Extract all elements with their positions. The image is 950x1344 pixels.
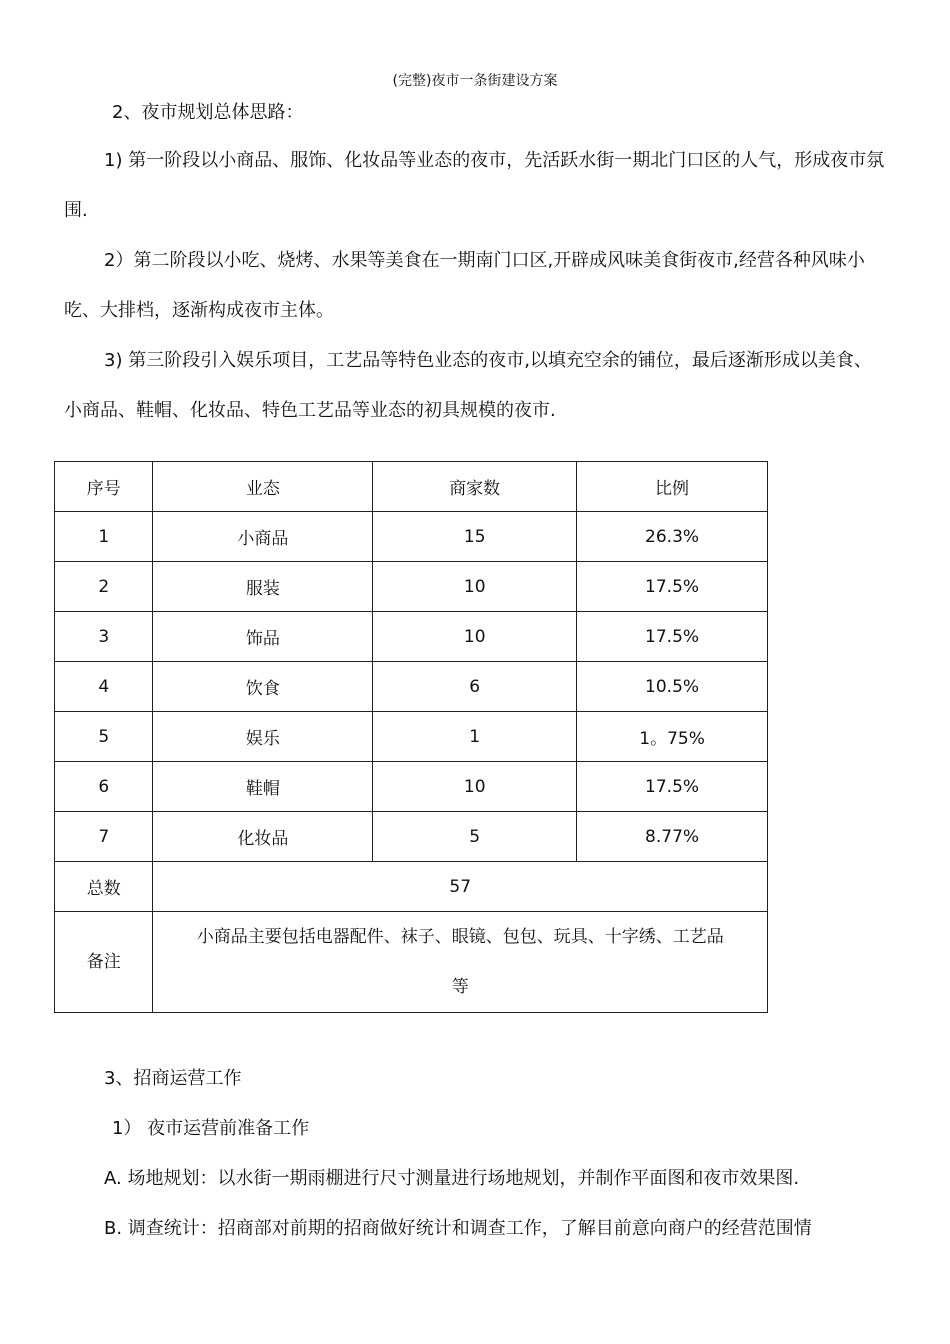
paragraph-phase-1: 1) 第一阶段以小商品、服饰、化妆品等业态的夜市，先活跃水街一期北门口区的人气，形成夜市氛围.: [64, 150, 885, 221]
table-cell: 娱乐: [153, 712, 373, 762]
table-cell: 15: [373, 512, 577, 562]
table-row: [55, 712, 768, 762]
header-cell: 业态: [153, 462, 373, 512]
table-row: [55, 562, 768, 612]
item-a-site-planning: A. 场地规划：以水街一期雨棚进行尺寸测量进行场地规划，并制作平面图和夜市效果图.: [104, 1168, 800, 1189]
table-row: [55, 812, 768, 862]
table-row: [55, 512, 768, 562]
header-cell: 序号: [55, 462, 153, 512]
business-mix-table: [54, 461, 768, 1013]
remark-cell: [153, 912, 768, 1013]
table-cell: 10.5%: [577, 662, 768, 712]
table-cell: 17.5%: [577, 612, 768, 662]
table-row: [55, 662, 768, 712]
section-3-subheading: 1） 夜市运营前准备工作: [112, 1118, 310, 1139]
remark-value: 小商品主要包括电器配件、袜子、眼镜、包包、玩具、十字绣、工艺品等: [196, 927, 724, 997]
page-header: (完整)夜市一条街建设方案: [392, 73, 558, 89]
item-b-survey: B. 调查统计：招商部对前期的招商做好统计和调查工作，了解目前意向商户的经营范围情: [104, 1218, 812, 1239]
header-cell: 比例: [577, 462, 768, 512]
table-remark-row: [55, 912, 768, 1013]
table-cell: 5: [55, 712, 153, 762]
total-label: 总数: [55, 862, 153, 912]
table-cell: 5: [373, 812, 577, 862]
table-cell: 17.5%: [577, 762, 768, 812]
table-cell: 10: [373, 562, 577, 612]
remark-label: 备注: [55, 912, 153, 1013]
table-cell: 1。75%: [577, 712, 768, 762]
table-cell: 鞋帽: [153, 762, 373, 812]
header-cell: 商家数: [373, 462, 577, 512]
table-cell: 2: [55, 562, 153, 612]
table-cell: 1: [373, 712, 577, 762]
table-total-row: [55, 862, 768, 912]
table-cell: 化妆品: [153, 812, 373, 862]
table-cell: 10: [373, 612, 577, 662]
table-cell: 8.77%: [577, 812, 768, 862]
table-row: [55, 612, 768, 662]
table-cell: 1: [55, 512, 153, 562]
section-3-heading: 3、招商运营工作: [104, 1068, 242, 1089]
table-cell: 饰品: [153, 612, 373, 662]
table-cell: 10: [373, 762, 577, 812]
table-cell: 4: [55, 662, 153, 712]
total-value: 57: [153, 862, 768, 912]
table-cell: 饮食: [153, 662, 373, 712]
table-header-row: [55, 462, 768, 512]
paragraph-phase-2: 2）第二阶段以小吃、烧烤、水果等美食在一期南门口区,开辟成风味美食街夜市,经营各种风味小吃、大排档，逐渐构成夜市主体。: [64, 250, 865, 321]
paragraph-phase-3: 3) 第三阶段引入娱乐项目，工艺品等特色业态的夜市,以填充空余的铺位，最后逐渐形成以美食、小商品、鞋帽、化妆品、特色工艺品等业态的初具规模的夜市.: [64, 350, 872, 421]
section-2-heading: 2、夜市规划总体思路：: [112, 102, 304, 123]
table-cell: 服装: [153, 562, 373, 612]
table-cell: 6: [373, 662, 577, 712]
table-cell: 7: [55, 812, 153, 862]
table-cell: 3: [55, 612, 153, 662]
table-cell: 小商品: [153, 512, 373, 562]
table-cell: 26.3%: [577, 512, 768, 562]
table-cell: 17.5%: [577, 562, 768, 612]
table-cell: 6: [55, 762, 153, 812]
table-row: [55, 762, 768, 812]
